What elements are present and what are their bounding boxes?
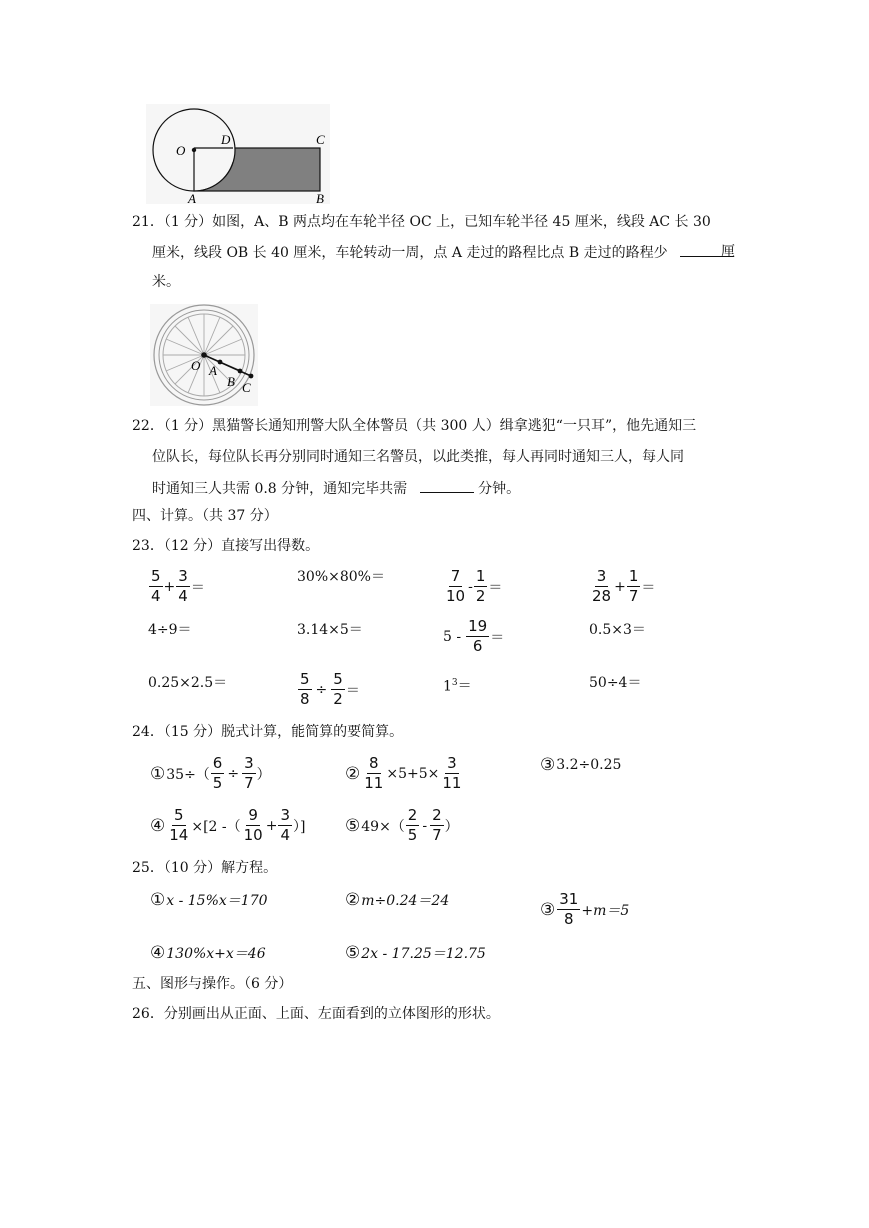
q23-r2c3: 5 - $\frac{19}{6}$ ＝	[443, 617, 505, 655]
q23-r1c2: 30%×80%＝	[297, 569, 385, 585]
q21-line2	[152, 242, 734, 263]
label-c: C	[316, 132, 325, 147]
q24-title: 24．（15 分）脱式计算，能简算的要简算。	[132, 724, 404, 740]
label-b: B	[316, 191, 324, 204]
answer-blank[interactable]	[420, 478, 474, 493]
q23-r3c2: $\frac{5}{8}$ ÷ $\frac{5}{2}$ ＝	[300, 670, 360, 708]
q21-line3: 米。	[152, 274, 180, 290]
q21-unit-tail: 厘	[721, 244, 735, 260]
q23-r2c2: 3.14×5＝	[297, 622, 363, 638]
label-a: A	[188, 191, 196, 204]
wheel-label-a: A	[209, 363, 217, 378]
q24-expr-2: ② $\frac{8}{11}$ ×5+5× $\frac{3}{11}$	[345, 754, 462, 792]
q25-eq-4: ④ 130%x+x＝46	[150, 943, 266, 963]
section-5-heading: 五、图形与操作。（6 分）	[132, 976, 293, 992]
q26-text: 26．分别画出从正面、上面、左面看到的立体图形的形状。	[132, 1006, 500, 1022]
q21-line1: 21．（1 分）如图，A、B 两点均在车轮半径 OC 上，已知车轮半径 45 厘米，线段 AC 长 30	[132, 214, 711, 230]
q25-title: 25．（10 分）解方程。	[132, 860, 278, 876]
wheel-figure	[150, 304, 258, 406]
q22-line1: 22．（1 分）黑猫警长通知刑警大队全体警员（共 300 人）缉拿逃犯“一只耳”，他先通知三	[132, 418, 697, 434]
q23-r3c1: 0.25×2.5＝	[148, 675, 228, 691]
label-o: O	[176, 143, 186, 158]
q25-eq-2: ② m÷0.24＝24	[345, 890, 450, 910]
q25-eq-1: ① x - 15%x＝170	[150, 890, 268, 910]
q25-eq-5: ⑤ 2x - 17.25＝12.75	[345, 943, 486, 963]
q23-r3c3: $1^3=$	[443, 678, 472, 695]
q24-expr-5: ⑤ 49×（ $\frac{2}{5}$ - $\frac{2}{7}$ ）	[345, 806, 459, 844]
q23-r2c4: 0.5×3＝	[589, 622, 646, 638]
wheel-label-b: B	[227, 374, 235, 389]
q23-r2c1: 4÷9＝	[148, 622, 192, 638]
q24-expr-3: ③ 3.2÷0.25	[540, 755, 622, 775]
section-4-heading: 四、计算。（共 37 分）	[132, 508, 278, 524]
q22-line3-pre: 时通知三人共需 0.8 分钟，通知完毕共需	[152, 481, 408, 497]
q24-expr-4: ④ $\frac{5}{14}$ ×[2 -（ $\frac{9}{10}$ + $\frac{3}{4}$ ）]	[150, 806, 306, 844]
label-d: D	[221, 132, 231, 147]
q21-line2-text: 厘米，线段 OB 长 40 厘米，车轮转动一周，点 A 走过的路程比点 B 走过的路程少	[152, 245, 668, 261]
q23-r1c3: $\frac{7}{10}$ - $\frac{1}{2}$ ＝	[446, 567, 503, 605]
q22-line3	[152, 478, 520, 499]
q25-eq-3: ③ $\frac{31}{8}$ +m＝5	[540, 890, 630, 928]
q24-expr-1: ① 35÷（ $\frac{6}{5}$ ÷ $\frac{3}{7}$ ）	[150, 754, 271, 792]
wheel-label-o: O	[191, 358, 201, 373]
q23-r1c1: $\frac{5}{4}$ + $\frac{3}{4}$ ＝	[151, 567, 205, 605]
q22-line3-post: 分钟。	[478, 481, 521, 497]
q23-title: 23．（12 分）直接写出得数。	[132, 538, 320, 554]
q23-r3c4: 50÷4＝	[589, 675, 642, 691]
wheel-label-c: C	[242, 380, 251, 395]
q23-r1c4: $\frac{3}{28}$ + $\frac{1}{7}$ ＝	[592, 567, 656, 605]
q22-line2: 位队长，每位队长再分别同时通知三名警员，以此类推，每人再同时通知三人，每人同	[152, 449, 684, 465]
circle-rectangle-figure	[146, 104, 330, 204]
